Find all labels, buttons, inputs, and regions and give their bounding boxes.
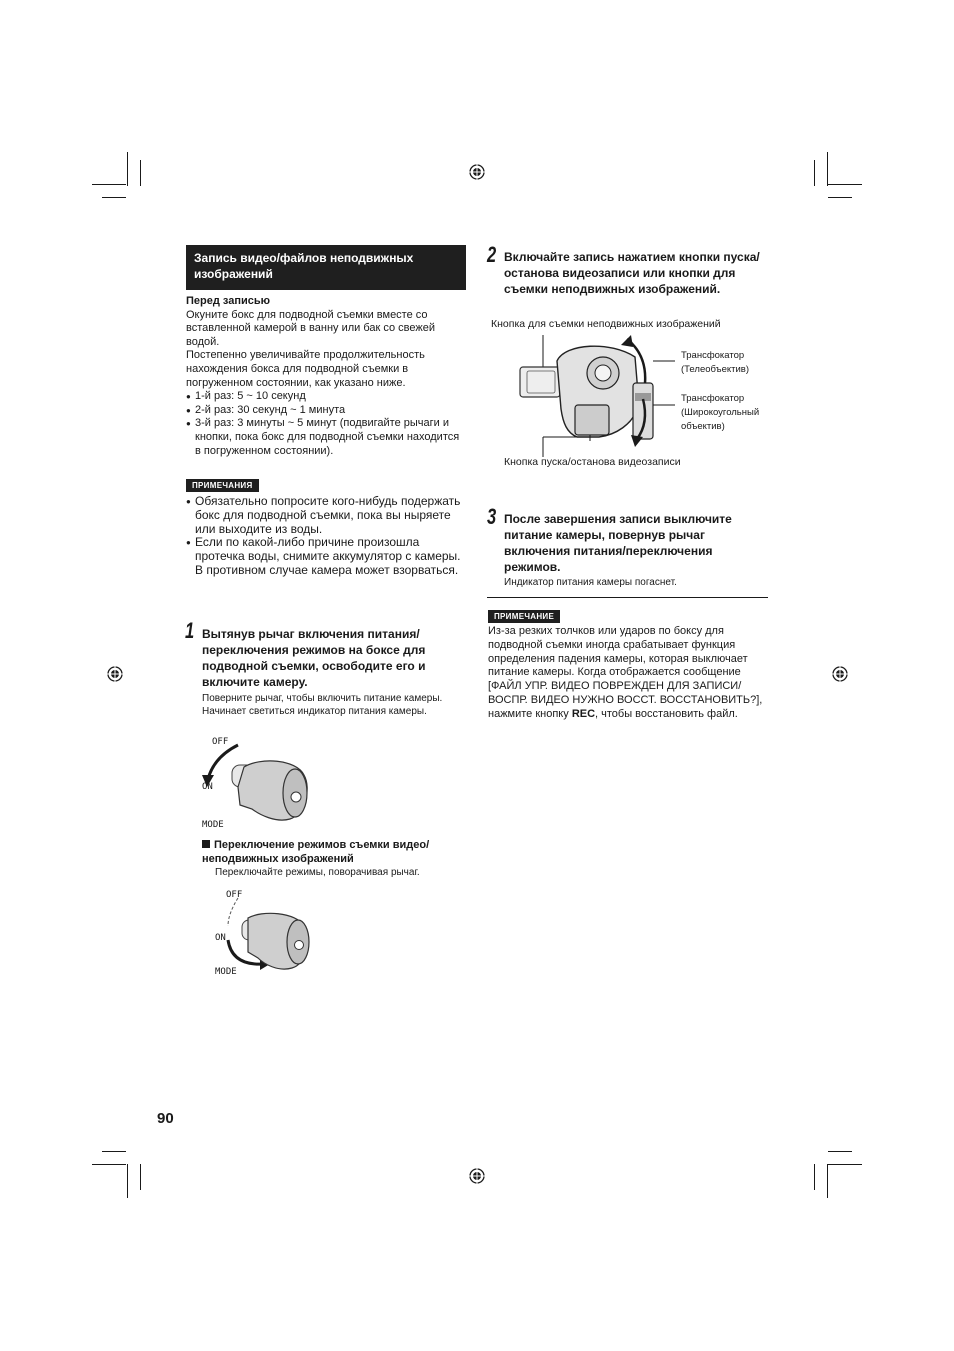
- label-zoom-wide: Трансфокатор (Широкоугольный объектив): [681, 393, 760, 432]
- step3-title: После завершения записи выключите питание камеры, повернув рычаг включения питания/переключения режимов.: [504, 512, 732, 574]
- label-still-button: Кнопка для съемки неподвижных изображений: [491, 318, 721, 330]
- step3-body: Индикатор питания камеры погаснет.: [504, 577, 677, 588]
- registration-mark-icon: [469, 1168, 485, 1184]
- step1-body: Поверните рычаг, чтобы включить питание камеры. Начинает светиться индикатор питания камеры.: [202, 693, 443, 717]
- before-recording-block: [186, 295, 468, 458]
- label-on: ON: [215, 933, 226, 943]
- list-item: ● 3-й раз: 3 минуты ~ 5 минут (подвигайте рычаги и кнопки, пока бокс для подводной съемки находится в погруженном состоянии).: [186, 417, 468, 458]
- registration-mark-icon: [469, 164, 485, 180]
- label-mode: MODE: [202, 820, 224, 830]
- label-zoom-tele: Трансфокатор (Телеобъектив): [681, 350, 749, 375]
- housing-figure: [515, 333, 680, 468]
- note-item: ● Обязательно попросите кого-нибудь подержать бокс для подводной съемки, пока вы ныряете или выходите из воды.: [186, 495, 468, 536]
- before-recording-para2: Постепенно увеличивайте продолжительность нахождения бокса для подводной съемки в погруженном состоянии, как указано ниже.: [186, 349, 425, 389]
- list-item: ● 2-й раз: 30 секунд ~ 1 минута: [186, 404, 468, 418]
- divider: [487, 597, 768, 598]
- label-on: ON: [202, 782, 213, 792]
- step-number: 1: [185, 618, 195, 643]
- section-header: Запись видео/файлов неподвижных изображений: [186, 245, 466, 290]
- underwater-housing-illustration: [515, 333, 680, 468]
- step2-title: Включайте запись нажатием кнопки пуска/останова видеозаписи или кнопки для съемки неподвижных изображений.: [504, 250, 760, 296]
- sub-step-title: Переключение режимов съемки видео/ неподвижных изображений: [202, 839, 430, 865]
- step-number: 2: [487, 242, 497, 267]
- step1-title: Вытянув рычаг включения питания/ переключения режимов на боксе для подводной съемки, освободите его и включите камеру.: [202, 627, 426, 689]
- note-text: Из-за резких толчков или ударов по боксу для подводной съемки иногда срабатывает функция определения падения камеры, которая выключает питание камеры. Когда отображается сообщение [ФАЙЛ УПР. ВИДЕО ПОВРЕЖДЕН ДЛЯ ЗАПИСИ/ВОСПР. ВИДЕО НУЖНО ВОССТ. ВОССТАНОВИТЬ?], нажмите кнопку REC, чтобы восстановить файл.: [488, 625, 763, 720]
- label-mode: MODE: [215, 967, 237, 977]
- notes-tag: ПРИМЕЧАНИЯ: [186, 479, 259, 492]
- step-number: 3: [487, 504, 497, 529]
- notes-list: [186, 495, 468, 578]
- label-rec-button: Кнопка пуска/останова видеозаписи: [504, 456, 681, 468]
- note-item: ● Если по какой-либо причине произошла протечка воды, снимите аккумулятор с камеры. В противном случае камера может взорваться.: [186, 536, 468, 577]
- square-bullet-icon: [202, 840, 210, 848]
- registration-mark-icon: [107, 666, 123, 682]
- label-off: OFF: [212, 737, 229, 747]
- page-number: 90: [157, 1110, 174, 1127]
- list-item: ● 1-й раз: 5 ~ 10 секунд: [186, 390, 468, 404]
- registration-mark-icon: [832, 666, 848, 682]
- before-recording-title: Перед записью: [186, 295, 271, 307]
- label-off: OFF: [226, 890, 243, 900]
- sub-step-body: Переключайте режимы, поворачивая рычаг.: [215, 867, 420, 878]
- before-recording-para1: Окуните бокс для подводной съемки вместе со вставленной камерой в ванну или бак со свежей водой.: [186, 308, 436, 348]
- note-tag: ПРИМЕЧАНИЕ: [488, 610, 560, 623]
